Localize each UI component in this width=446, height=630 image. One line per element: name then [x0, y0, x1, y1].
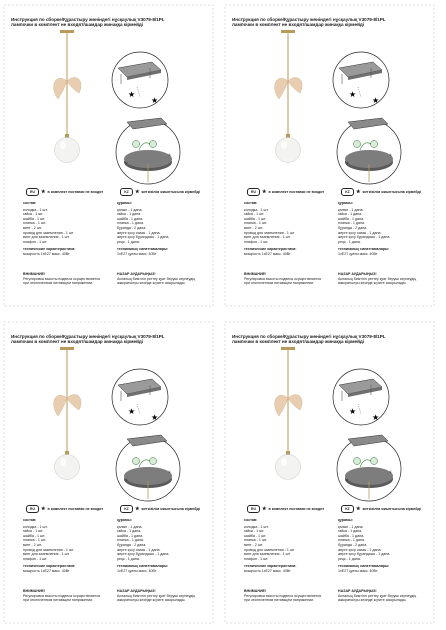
- ru-language-badge: RU: [247, 188, 260, 196]
- ru-warning-text: Регулировка высоты подвеса осуществляется: [23, 593, 101, 598]
- kz-contents-item: жерге қосу бұрандасы - 1 дана.: [117, 235, 170, 240]
- ru-contents-item: шайба - 1 шт.: [23, 216, 46, 221]
- kz-language-badge: KZ: [120, 188, 133, 196]
- kz-contents-item: бұранда - 2 дана.: [117, 542, 147, 547]
- kz-contents-item: гайка - 1 дана.: [338, 529, 363, 534]
- kz-contents-item: гайка - 1 дана.: [338, 212, 363, 217]
- ru-contents-item: гайка - 1 шт.: [23, 529, 44, 534]
- ru-contents-item: плафон - 1 шт.: [244, 239, 269, 244]
- ru-warning-text: Регулировка высоты подвеса осуществляется: [244, 593, 322, 598]
- kz-contents-item: жерге қосу сымы - 1 дана.: [338, 230, 382, 235]
- kz-contents-column: [338, 201, 433, 257]
- ru-warning-heading: ВНИМАНИЕ!: [244, 589, 267, 593]
- kz-contents-item: планка - 1 дана.: [117, 221, 144, 226]
- kz-contents-item: бұранда - 2 дана.: [338, 542, 368, 547]
- kz-contents-item: бұранда - 2 дана.: [117, 225, 147, 230]
- legend-ru: [26, 188, 103, 196]
- kz-warning-text: Аспалың биіктігін реттеу қуат беруші кернеудің: [117, 276, 196, 281]
- ru-language-badge: RU: [247, 505, 260, 513]
- kz-contents-item: реңк - 1 дана.: [338, 239, 361, 244]
- kz-warning-text: ажыратылуы кезінде жүзеге асырылады.: [338, 598, 407, 603]
- ru-contents-item: винт - 2 шт.: [244, 542, 263, 547]
- kz-contents-item: жерге қосу сымы - 1 дана.: [117, 230, 161, 235]
- ru-warning: [23, 272, 115, 286]
- ru-contents-item: гайка - 1 шт.: [244, 529, 265, 534]
- legend-ru: [247, 188, 324, 196]
- kz-contents-heading: құрамы:: [338, 201, 353, 205]
- kz-warning-heading: НАЗАР АУДАРЫҢЫЗ!: [338, 272, 377, 276]
- instruction-sheet-top-left: [3, 4, 214, 307]
- star-marker: ★: [349, 407, 357, 416]
- ru-contents-item: шайба - 1 шт.: [23, 533, 46, 538]
- star-icon: ★: [262, 506, 267, 512]
- kz-tech-value: 1хЕ27 қуаты макс. 40Вт: [117, 568, 157, 573]
- kz-warning-text: Аспалың биіктігін реттеу қуат беруші кернеудің: [338, 593, 417, 598]
- ru-contents-heading: состав:: [23, 201, 37, 205]
- assembly-diagram: [224, 4, 435, 307]
- ru-warning: [23, 589, 115, 603]
- legend-ru-text: в комплект поставки не входит: [47, 189, 104, 194]
- ru-tech-value: мощность 1хЕ27 макс. 40Вт: [244, 251, 291, 256]
- kz-warning-heading: НАЗАР АУДАРЫҢЫЗ!: [117, 272, 156, 276]
- kz-contents-item: гайка - 1 дана.: [117, 529, 142, 534]
- kz-contents-item: планка - 1 дана.: [338, 221, 365, 226]
- kz-contents-item: бұранда - 2 дана.: [338, 225, 368, 230]
- kz-contents-item: планка - 1 дана.: [117, 538, 144, 543]
- title-line-1: Инструкция по сборке/Құрастыру жөніндегі нұсқаулық V3079-8/1PL: [232, 17, 386, 22]
- kz-contents-item: жерге қосу бұрандасы - 1 дана.: [338, 235, 391, 240]
- kz-warning-text: ажыратылуы кезінде жүзеге асырылады.: [338, 281, 407, 286]
- ru-contents-column: [23, 201, 113, 257]
- kz-contents-item: жерге қосу сымы - 1 дана.: [117, 547, 161, 552]
- title-line-1: Инструкция по сборке/Құрастыру жөніндегі нұсқаулық V3079-8/1PL: [11, 17, 165, 22]
- ru-tech-heading: технические характеристики:: [23, 564, 76, 569]
- ru-contents-item: винт для заземления - 1 шт: [23, 235, 70, 240]
- ru-contents-item: провод для заземления - 1 шт: [23, 547, 74, 552]
- kz-contents-column: [338, 518, 433, 574]
- kz-contents-item: планка - 1 дана.: [338, 538, 365, 543]
- kz-warning-text: ажыратылуы кезінде жүзеге асырылады.: [117, 281, 186, 286]
- ru-contents-item: планка - 1 шт.: [244, 538, 267, 543]
- kz-language-badge: KZ: [341, 188, 354, 196]
- legend-kz: [341, 505, 421, 513]
- ru-warning-heading: ВНИМАНИЕ!: [244, 272, 267, 276]
- instruction-sheet-top-right: [224, 4, 435, 307]
- ru-contents-heading: состав:: [244, 518, 258, 522]
- ru-contents-item: винт - 2 шт.: [23, 225, 42, 230]
- star-marker: ★: [349, 90, 357, 99]
- kz-warning-text: Аспалың биіктігін реттеу қуат беруші кернеудің: [117, 593, 196, 598]
- star-marker: ★: [151, 413, 159, 422]
- kz-contents-item: гайка - 1 дана.: [117, 212, 142, 217]
- star-icon: ★: [41, 506, 46, 512]
- ru-contents-item: провод для заземления - 1 шт: [23, 230, 74, 235]
- ru-tech-value: мощность 1хЕ27 макс. 40Вт: [23, 568, 70, 573]
- detail-circle-mounting-plate: [333, 369, 389, 425]
- ru-contents-item: колодка - 1 шт.: [23, 524, 48, 529]
- star-icon: ★: [135, 506, 140, 512]
- ru-warning-text: при отключенном питающем напряжении.: [244, 281, 315, 286]
- kz-tech-heading: техникалық сипаттамалары:: [117, 247, 169, 252]
- ru-contents-heading: состав:: [244, 201, 258, 205]
- detail-circle-mounting-plate: [112, 52, 168, 108]
- ru-warning-heading: ВНИМАНИЕ!: [23, 272, 46, 276]
- kz-tech-heading: техникалық сипаттамалары:: [338, 247, 390, 252]
- star-icon: ★: [356, 506, 361, 512]
- ru-contents-item: шайба - 1 шт.: [244, 533, 267, 538]
- kz-contents-item: қалып - 1 дана.: [117, 207, 143, 212]
- legend-kz: [341, 188, 421, 196]
- kz-contents-item: шайба - 1 дана.: [338, 533, 365, 538]
- kz-contents-heading: құрамы:: [338, 518, 353, 522]
- ru-contents-item: винт для заземления - 1 шт: [244, 552, 291, 557]
- ru-warning-text: Регулировка высоты подвеса осуществляется: [244, 276, 322, 281]
- assembly-diagram: [3, 321, 214, 624]
- ru-contents-item: плафон - 1 шт.: [244, 556, 269, 561]
- ru-tech-heading: технические характеристики:: [23, 247, 76, 252]
- ru-contents-item: провод для заземления - 1 шт: [244, 230, 295, 235]
- title-line-2: лампочки в комплект не входят/шамдар жинаққа кірмейді: [11, 22, 144, 28]
- star-marker: ★: [128, 90, 136, 99]
- svg-text:②: ②: [168, 153, 171, 157]
- ru-warning-heading: ВНИМАНИЕ!: [23, 589, 46, 593]
- kz-contents-item: жерге қосу сымы - 1 дана.: [338, 547, 382, 552]
- ru-warning-text: при отключенном питающем напряжении.: [244, 598, 315, 603]
- svg-text:①: ①: [125, 161, 128, 165]
- ru-contents-item: колодка - 1 шт.: [244, 524, 269, 529]
- kz-contents-item: қалып - 1 дана.: [338, 207, 364, 212]
- assembly-diagram: [224, 321, 435, 624]
- svg-text:②: ②: [168, 470, 171, 474]
- kz-warning: [338, 589, 434, 603]
- instruction-sheet-bottom-right: [224, 321, 435, 624]
- ru-warning-text: Регулировка высоты подвеса осуществляется: [23, 276, 101, 281]
- ru-tech-value: мощность 1хЕ27 макс. 40Вт: [244, 568, 291, 573]
- kz-tech-value: 1хЕ27 қуаты макс. 40Вт: [338, 568, 378, 573]
- legend-ru-text: в комплект поставки не входит: [47, 506, 104, 511]
- title-line-1: Инструкция по сборке/Құрастыру жөніндегі нұсқаулық V3079-8/1PL: [232, 334, 386, 339]
- ru-tech-heading: технические характеристики:: [244, 247, 297, 252]
- kz-contents-column: [117, 201, 212, 257]
- legend-kz: [120, 505, 200, 513]
- ru-contents-item: колодка - 1 шт.: [23, 207, 48, 212]
- kz-language-badge: KZ: [341, 505, 354, 513]
- ru-warning-text: при отключенном питающем напряжении.: [23, 598, 94, 603]
- title-line-2: лампочки в комплект не входят/шамдар жинаққа кірмейді: [232, 339, 365, 345]
- kz-warning: [117, 272, 213, 286]
- ru-contents-heading: состав:: [23, 518, 37, 522]
- kz-contents-column: [117, 518, 212, 574]
- svg-text:②: ②: [389, 153, 392, 157]
- svg-text:②: ②: [389, 470, 392, 474]
- ru-contents-item: гайка - 1 шт.: [244, 212, 265, 217]
- ru-contents-item: шайба - 1 шт.: [244, 216, 267, 221]
- kz-warning-text: ажыратылуы кезінде жүзеге асырылады.: [117, 598, 186, 603]
- legend-kz-text: жеткізілім жиынтығына кірмейді: [362, 189, 421, 194]
- star-icon: ★: [262, 189, 267, 195]
- legend-ru-text: в комплект поставки не входит: [268, 189, 325, 194]
- detail-circle-mounting-plate: [112, 369, 168, 425]
- svg-text:①: ①: [125, 478, 128, 482]
- legend-ru-text: в комплект поставки не входит: [268, 506, 325, 511]
- star-icon: ★: [41, 189, 46, 195]
- kz-contents-item: реңк - 1 дана.: [338, 556, 361, 561]
- legend-ru: [247, 505, 324, 513]
- legend-kz-text: жеткізілім жиынтығына кірмейді: [141, 189, 200, 194]
- ru-warning: [244, 589, 336, 603]
- title-line-2: лампочки в комплект не входят/шамдар жинаққа кірмейді: [11, 339, 144, 345]
- kz-contents-item: шайба - 1 дана.: [117, 533, 144, 538]
- ru-contents-item: винт - 2 шт.: [244, 225, 263, 230]
- kz-warning-heading: НАЗАР АУДАРЫҢЫЗ!: [338, 589, 377, 593]
- kz-warning-heading: НАЗАР АУДАРЫҢЫЗ!: [117, 589, 156, 593]
- legend-kz-text: жеткізілім жиынтығына кірмейді: [141, 506, 200, 511]
- star-marker: ★: [128, 407, 136, 416]
- star-icon: ★: [356, 189, 361, 195]
- star-marker: ★: [372, 96, 380, 105]
- svg-text:①: ①: [346, 161, 349, 165]
- kz-contents-item: қалып - 1 дана.: [117, 524, 143, 529]
- star-icon: ★: [135, 189, 140, 195]
- star-marker: ★: [372, 413, 380, 422]
- ru-contents-item: планка - 1 шт.: [244, 221, 267, 226]
- ru-contents-item: планка - 1 шт.: [23, 221, 46, 226]
- ru-contents-item: винт для заземления - 1 шт: [23, 552, 70, 557]
- kz-contents-item: реңк - 1 дана.: [117, 556, 140, 561]
- kz-contents-item: шайба - 1 дана.: [338, 216, 365, 221]
- svg-text:①: ①: [346, 478, 349, 482]
- kz-contents-heading: құрамы:: [117, 518, 132, 522]
- kz-warning-text: Аспалың биіктігін реттеу қуат беруші кернеудің: [338, 276, 417, 281]
- ru-contents-column: [23, 518, 113, 574]
- star-marker: ★: [151, 96, 159, 105]
- ru-contents-item: провод для заземления - 1 шт: [244, 547, 295, 552]
- title-line-2: лампочки в комплект не входят/шамдар жинаққа кірмейді: [232, 22, 365, 28]
- kz-contents-item: шайба - 1 дана.: [117, 216, 144, 221]
- ru-language-badge: RU: [26, 505, 39, 513]
- kz-tech-value: 1хЕ27 қуаты макс. 40Вт: [338, 251, 378, 256]
- ru-warning: [244, 272, 336, 286]
- legend-kz-text: жеткізілім жиынтығына кірмейді: [362, 506, 421, 511]
- kz-contents-item: реңк - 1 дана.: [117, 239, 140, 244]
- ru-contents-column: [244, 518, 334, 574]
- kz-tech-heading: техникалық сипаттамалары:: [338, 564, 390, 569]
- kz-contents-item: жерге қосу бұрандасы - 1 дана.: [338, 552, 391, 557]
- ru-contents-item: планка - 1 шт.: [23, 538, 46, 543]
- ru-contents-item: винт - 2 шт.: [23, 542, 42, 547]
- ru-contents-item: гайка - 1 шт.: [23, 212, 44, 217]
- kz-contents-item: жерге қосу бұрандасы - 1 дана.: [117, 552, 170, 557]
- kz-warning: [338, 272, 434, 286]
- kz-contents-heading: құрамы:: [117, 201, 132, 205]
- assembly-diagram: [3, 4, 214, 307]
- ru-language-badge: RU: [26, 188, 39, 196]
- legend-kz: [120, 188, 200, 196]
- kz-warning: [117, 589, 213, 603]
- ru-contents-item: плафон - 1 шт.: [23, 239, 48, 244]
- kz-language-badge: KZ: [120, 505, 133, 513]
- instruction-sheet-bottom-left: [3, 321, 214, 624]
- ru-contents-item: колодка - 1 шт.: [244, 207, 269, 212]
- ru-contents-item: винт для заземления - 1 шт: [244, 235, 291, 240]
- ru-tech-value: мощность 1хЕ27 макс. 40Вт: [23, 251, 70, 256]
- title-line-1: Инструкция по сборке/Құрастыру жөніндегі нұсқаулық V3079-8/1PL: [11, 334, 165, 339]
- ru-contents-column: [244, 201, 334, 257]
- kz-tech-heading: техникалық сипаттамалары:: [117, 564, 169, 569]
- ru-warning-text: при отключенном питающем напряжении.: [23, 281, 94, 286]
- ru-tech-heading: технические характеристики:: [244, 564, 297, 569]
- ru-contents-item: плафон - 1 шт.: [23, 556, 48, 561]
- legend-ru: [26, 505, 103, 513]
- detail-circle-mounting-plate: [333, 52, 389, 108]
- kz-tech-value: 1хЕ27 қуаты макс. 40Вт: [117, 251, 157, 256]
- kz-contents-item: қалып - 1 дана.: [338, 524, 364, 529]
